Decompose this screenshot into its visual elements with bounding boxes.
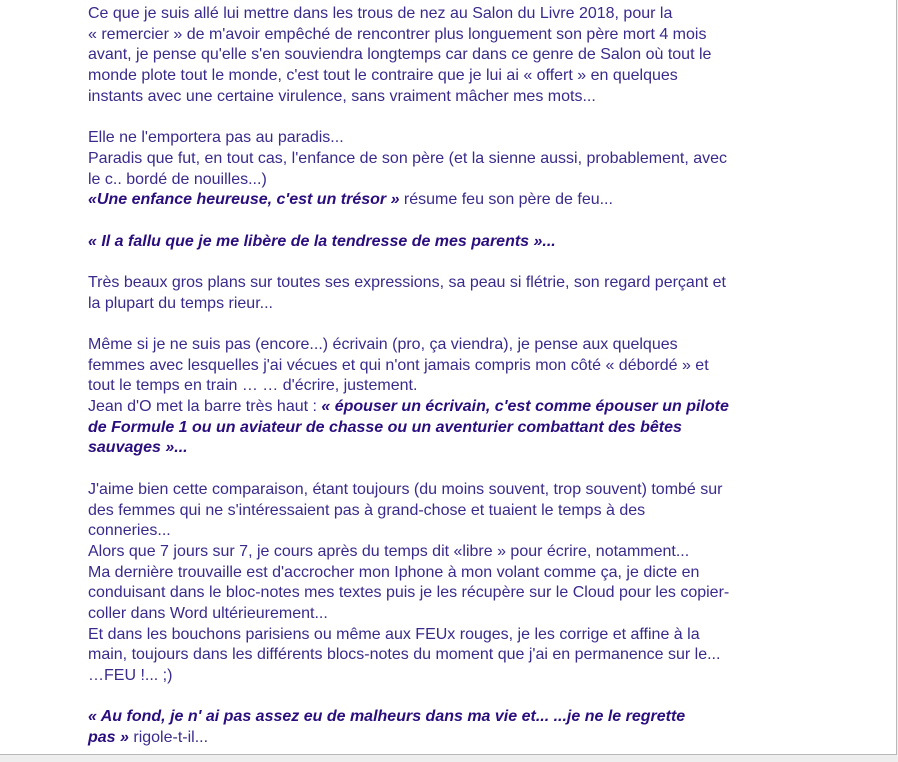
plain-text: rigole-t-il...: [128, 729, 209, 747]
text-line: [88, 397, 818, 418]
text-line: Ma dernière trouvaille est d'accrocher mon Iphone à mon volant comme ça, je dicte en: [88, 563, 700, 581]
text-line: tout le temps en train … … d'écrire, justement.: [88, 377, 418, 395]
plain-text: Jean d'O met la barre très haut :: [88, 398, 322, 416]
text-line: Alors que 7 jours sur 7, je cours après du temps dit «libre » pour écrire, notamment...: [88, 542, 690, 560]
text-line: J'aime bien cette comparaison, étant toujours (du moins souvent, trop souvent) tombé sur: [88, 480, 723, 498]
text-line: instants avec une certaine virulence, sans vraiment mâcher mes mots...: [88, 87, 596, 105]
text-line: Très beaux gros plans sur toutes ses expressions, sa peau si flétrie, son regard perçant et: [88, 273, 726, 291]
text-line: avant, je pense qu'elle s'en souviendra longtemps car dans ce genre de Salon où tout le: [88, 46, 712, 64]
paragraph-4: [88, 273, 818, 314]
text-line: conduisant dans le bloc-notes mes textes puis je les récupère sur le Cloud pour les copier-: [88, 584, 730, 602]
text-line: conneries...: [88, 522, 171, 540]
quote-line: sauvages »...: [88, 439, 188, 457]
blank-line: [88, 314, 818, 335]
text-line: Et dans les bouchons parisiens ou même aux FEUx rouges, je les corrige et affine à la: [88, 625, 700, 643]
text-line: Elle ne l'emportera pas au paradis...: [88, 129, 344, 147]
text-line: monde plote tout le monde, c'est tout le contraire que je lui ai « offert » en quelques: [88, 67, 678, 85]
text-line: des femmes qui ne s'intéressaient pas à grand-chose et tuaient le temps à des: [88, 501, 646, 519]
blank-line: [88, 107, 818, 128]
paragraph-3: [88, 232, 818, 253]
paragraph-5: [88, 335, 818, 459]
text-line: …FEU !... ;): [88, 667, 173, 684]
text-line: [88, 190, 818, 211]
quote-text: pas »: [88, 729, 129, 747]
paragraph-7: [88, 707, 818, 748]
text-line: femmes avec lesquelles j'ai vécues et qui n'ont jamais compris mon côté « débordé » et: [88, 356, 709, 374]
paragraph-6: [88, 480, 818, 687]
blank-line: [88, 687, 818, 708]
quote-text: «Une enfance heureuse, c'est un trésor »: [88, 191, 400, 209]
text-line: [88, 728, 818, 749]
blank-line: [88, 252, 818, 273]
text-line: Même si je ne suis pas (encore...) écrivain (pro, ça viendra), je pense aux quelques: [88, 336, 678, 353]
quote-line: « Il a fallu que je me libère de la tendresse de mes parents »...: [88, 232, 556, 250]
text-line: main, toujours dans les différents blocs-notes du moment que j'ai en permanence sur le...: [88, 646, 721, 664]
text-line: Paradis que fut, en tout cas, l'enfance de son père (et la sienne aussi, probablement, avec: [88, 149, 728, 167]
document-body[interactable]: [88, 4, 818, 749]
text-line: « remercier » de m'avoir empêché de rencontrer plus longuement son père mort 4 mois: [88, 25, 707, 43]
blank-line: [88, 459, 818, 480]
plain-text: résume feu son père de feu...: [399, 191, 613, 209]
text-line: coller dans Word ultérieurement...: [88, 604, 328, 622]
text-line: le c.. bordé de nouilles...): [88, 170, 267, 188]
text-line: Ce que je suis allé lui mettre dans les trous de nez au Salon du Livre 2018, pour la: [88, 5, 673, 22]
paragraph-1: [88, 4, 818, 107]
blank-line: [88, 211, 818, 232]
paragraph-2: [88, 128, 818, 211]
quote-text: « épouser un écrivain, c'est comme épouser un pilote: [321, 398, 729, 416]
text-line: la plupart du temps rieur...: [88, 294, 273, 312]
quote-line: « Au fond, je n' ai pas assez eu de malheurs dans ma vie et... ...je ne le regrette: [88, 708, 686, 726]
quote-line: de Formule 1 ou un aviateur de chasse ou un aventurier combattant des bêtes: [88, 418, 682, 436]
